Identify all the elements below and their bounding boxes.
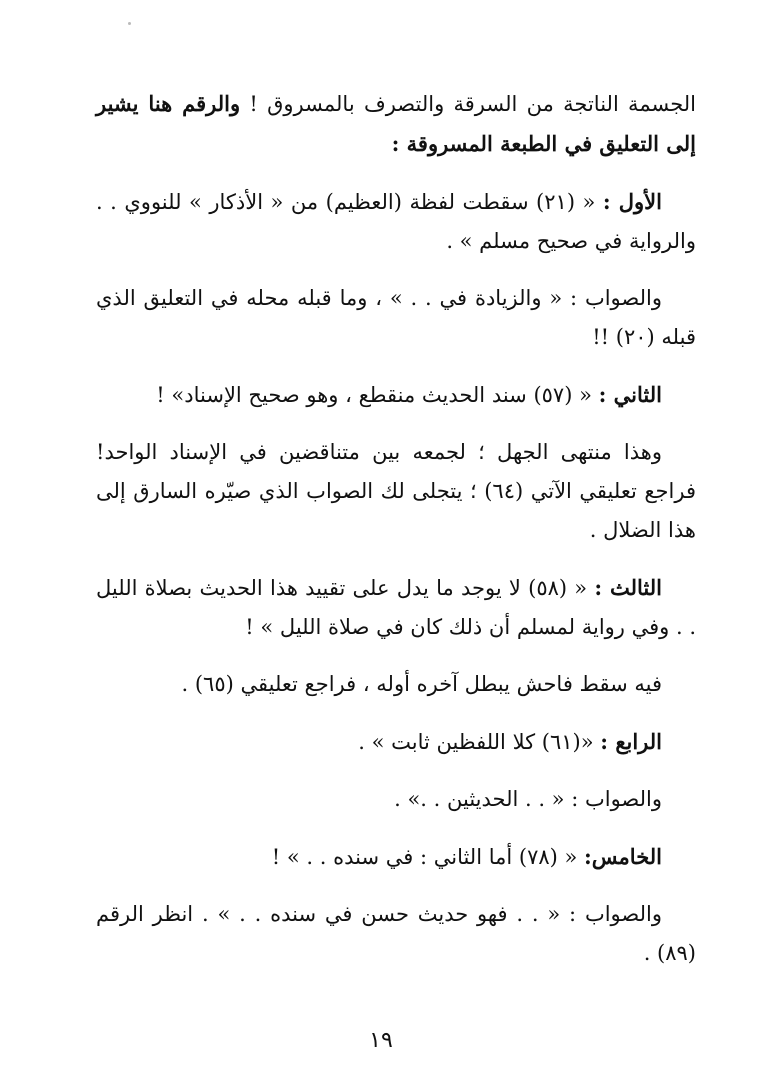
first-correction-text: والصواب : « والزيادة في . . » ، وما قبله محله في التعليق الذي قبله (٢٠) !! [96, 286, 696, 349]
intro-bold-text: والرقم هنا يشير إلى التعليق في الطبعة المسروقة : [96, 91, 696, 156]
fourth-text: «(٦١) كلا اللفظين ثابت » . [358, 730, 601, 754]
paragraph-fifth [96, 837, 696, 877]
paragraph-second [96, 375, 696, 415]
label-second: الثاني : [598, 382, 662, 407]
paragraph-intro [96, 84, 696, 164]
third-text: « (٥٨) لا يوجد ما يدل على تقييد هذا الحديث بصلاة الليل . . وفي رواية لمسلم أن ذلك كان في صلاة الليل » ! [96, 576, 696, 639]
paragraph-fourth [96, 722, 696, 762]
fifth-correction-text: والصواب : « . . فهو حديث حسن في سنده . . » . انظر الرقم (٨٩) . [96, 902, 696, 965]
paragraph-fourth-correction [96, 780, 696, 819]
third-comment-text: فيه سقط فاحش يبطل آخره أوله ، فراجع تعليقي (٦٥) . [181, 672, 662, 696]
label-third: الثالث : [594, 575, 662, 600]
paragraph-third-comment [96, 665, 696, 704]
fourth-correction-text: والصواب : « . . الحديثين . .» . [394, 787, 662, 811]
paragraph-fifth-correction [96, 895, 696, 973]
body-text [96, 84, 696, 991]
label-first: الأول : [602, 189, 662, 214]
intro-text: الجسمة الناتجة من السرقة والتصرف بالمسروق ! [240, 92, 696, 116]
paragraph-first [96, 182, 696, 261]
paragraph-third [96, 568, 696, 647]
paragraph-first-correction [96, 279, 696, 357]
second-comment-text: وهذا منتهى الجهل ؛ لجمعه بين متناقضين في الإسناد الواحد! فراجع تعليقي الآتي (٦٤) ؛ يتجلى لك الصواب الذي صيّره السارق إلى هذا الضلال . [96, 440, 696, 542]
paragraph-second-comment [96, 433, 696, 550]
page-number: ١٩ [369, 1028, 393, 1053]
first-text: « (٢١) سقطت لفظة (العظيم) من « الأذكار » للنووي . . والرواية في صحيح مسلم » . [96, 190, 696, 253]
second-text: « (٥٧) سند الحديث منقطع ، وهو صحيح الإسناد» ! [156, 383, 599, 407]
label-fifth: الخامس: [584, 844, 662, 869]
fifth-text: « (٧٨) أما الثاني : في سنده . . » ! [271, 845, 585, 869]
page-speck [128, 22, 131, 25]
label-fourth: الرابع : [600, 729, 662, 754]
